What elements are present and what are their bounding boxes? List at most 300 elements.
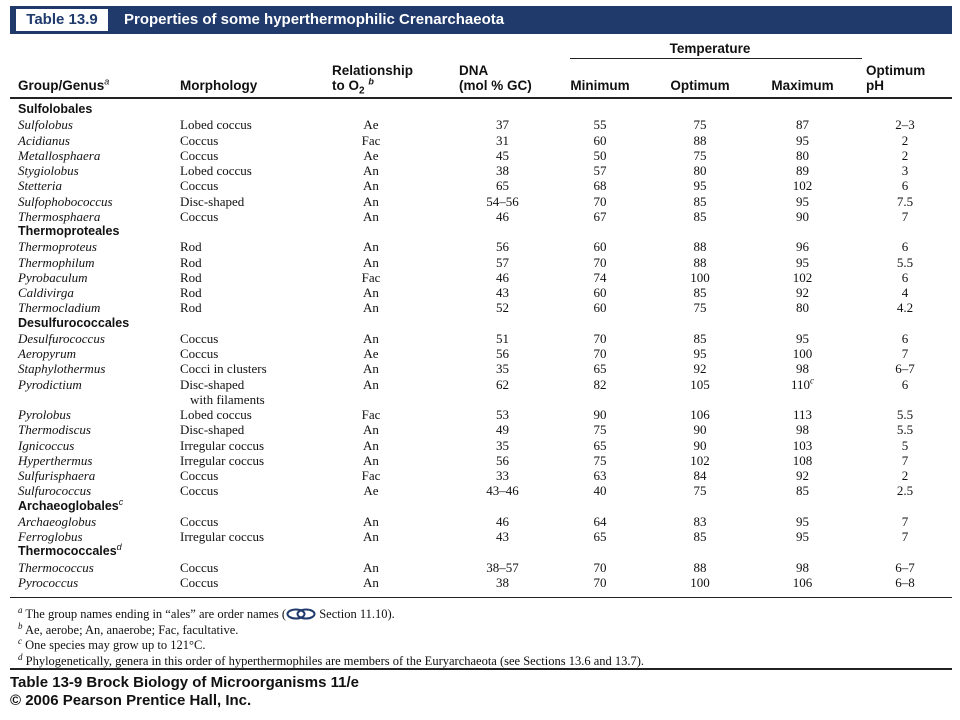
optimum-ph-cell: 2 [901,132,909,148]
temp-minimum-cell: 70 [593,193,607,209]
genus-cell: Sulfophobococcus [18,193,113,209]
temp-maximum-cell [755,483,850,498]
morphology-cell: Rod [180,254,202,270]
temp-optimum-cell: 80 [693,163,707,178]
header-maximum: Maximum [771,78,834,93]
credit-line-1: Table 13-9 Brock Biology of Microorganisms 11/e [10,674,359,691]
genus-cell: Archaeoglobus [18,513,97,529]
optimum-ph-cell: 6 [901,178,909,194]
header-dna: DNA (mol % GC) [459,63,532,93]
dna-gc-cell: 43 [496,529,509,544]
temp-minimum-cell: 74 [593,269,607,285]
o2-relationship-cell: An [363,422,379,438]
optimum-ph-cell: 6–7 [895,361,915,377]
temp-optimum-cell: 88 [693,559,707,575]
genus-cell: Stetteria [18,178,63,194]
genus-cell: Pyrolobus [18,407,71,422]
morphology-cell: Coccus [180,574,219,590]
table-row [0,575,960,590]
table-row [0,346,960,361]
header-rule [10,97,952,99]
dna-gc-cell: 37 [496,117,509,133]
temp-maximum-cell [755,239,850,254]
temp-maximum-value: 96 [796,239,809,255]
temp-maximum-cell [755,514,850,529]
genus-cell: Metallosphaera [18,147,101,163]
group-footnote-mark: c [118,496,124,507]
table-row [0,468,960,483]
temp-optimum-cell: 105 [690,376,710,392]
genus-cell: Thermococcus [18,559,94,575]
morphology-cell: Rod [180,285,202,300]
temp-maximum-cell [755,209,850,224]
optimum-ph-cell: 6 [901,376,909,392]
table-row [0,300,960,315]
dna-gc-cell: 43 [496,285,509,300]
morphology-cell: Coccus [180,483,219,499]
genus-cell: Pyrococcus [18,574,79,590]
temp-maximum-cell [755,377,850,392]
o2-relationship-cell: An [363,254,379,270]
footnote-text: Ae, aerobe; An, anaerobe; Fac, facultative. [24,622,239,637]
o2-relationship-cell: An [363,163,379,178]
temp-optimum-cell: 84 [693,468,707,483]
footnote-d [18,651,645,668]
table-row [0,407,960,422]
o2-relationship-cell: Ae [363,147,379,163]
table-title: Properties of some hyperthermophilic Crenarchaeota [124,11,505,28]
maximum-footnote-mark: c [810,375,815,386]
o2-relationship-cell: An [363,529,379,544]
o2-relationship-cell: Fac [361,269,381,285]
group-row [0,102,960,117]
table-number: Table 13.9 [16,9,108,31]
temp-minimum-cell: 60 [593,285,607,300]
temp-minimum-cell: 63 [593,468,607,483]
genus-cell: Thermodiscus [18,422,91,438]
dna-gc-cell: 35 [496,361,509,377]
table-row [0,453,960,468]
table-row [0,560,960,575]
table-row [0,514,960,529]
temp-optimum-cell: 88 [693,132,707,148]
temp-minimum-cell: 55 [593,117,607,133]
morphology-cell: Coccus [180,468,219,483]
optimum-ph-cell: 7.5 [896,193,914,209]
group-row [0,224,960,239]
morphology-cell: Irregular coccus [180,452,265,468]
o2-relationship-cell: Fac [361,468,381,483]
footnote-mark: b [18,620,23,631]
header-temperature: Temperature [669,41,751,56]
temp-minimum-cell: 65 [593,529,607,544]
optimum-ph-cell: 6 [901,239,909,255]
morphology-cell: Coccus [180,346,219,361]
dna-gc-cell: 46 [496,513,509,529]
morphology-cell: Rod [180,269,202,285]
temp-maximum-value: 95 [796,330,809,346]
o2-relationship-cell: Fac [361,407,381,422]
genus-cell: Desulfurococcus [18,330,105,346]
genus-cell: Pyrobaculum [18,269,88,285]
temp-maximum-value: 113 [792,407,813,422]
genus-cell: Sulfurococcus [18,483,92,499]
group-footnote-mark: d [116,542,122,553]
o2-relationship-cell: An [363,239,379,255]
dna-gc-cell: 56 [496,239,509,255]
optimum-ph-cell: 5.5 [896,254,914,270]
o2-relationship-cell: An [363,208,379,224]
temp-minimum-cell: 82 [593,376,607,392]
o2-relationship-cell: An [363,300,379,316]
morphology-cell: Irregular coccus [180,437,265,453]
optimum-ph-cell: 7 [901,208,909,224]
genus-cell: Staphylothermus [18,361,106,377]
table-row [0,422,960,437]
footnote-mark: a [18,604,23,615]
footnote-c [18,635,206,652]
table-row [0,163,960,178]
table-row [0,133,960,148]
temp-optimum-cell: 85 [693,193,707,209]
credit-rule [10,668,952,670]
o2-relationship-cell: An [363,452,379,468]
group-row [0,544,960,559]
genus-cell: Thermosphaera [18,208,101,224]
temp-maximum-cell [755,270,850,285]
temp-maximum-cell [755,163,850,178]
temp-maximum-value: 102 [792,269,813,285]
temp-minimum-cell: 60 [593,132,607,148]
group-name: Thermococcales$^d$ [18,542,122,559]
optimum-ph-cell: 2.5 [896,483,914,499]
temp-optimum-cell: 102 [690,452,710,468]
temp-maximum-value: 98 [796,422,809,438]
genus-cell: Hyperthermus [18,452,93,468]
table-row [0,239,960,254]
temp-optimum-cell: 85 [693,208,707,224]
temp-optimum-cell: 85 [693,285,707,300]
o2-relationship-cell: An [363,193,379,209]
temp-optimum-cell: 75 [693,483,707,499]
temp-maximum-value: 95 [796,254,809,270]
optimum-ph-cell: 5.5 [896,407,914,422]
morphology-cell: Coccus [180,132,219,148]
temp-maximum-value: 87 [796,117,809,133]
temp-optimum-cell: 90 [693,422,707,438]
temp-minimum-cell: 40 [593,483,607,499]
header-optimum-ph: Optimum pH [866,63,926,93]
temp-optimum-cell: 75 [693,147,707,163]
o2-relationship-cell: An [363,285,379,300]
group-name: Desulfurococcales [18,315,130,330]
temp-minimum-cell: 70 [593,559,607,575]
temp-maximum-value: 95 [796,529,809,544]
morphology-cell: Coccus [180,513,219,529]
optimum-ph-cell: 7 [901,529,909,544]
o2-relationship-cell: Ae [363,117,379,133]
dna-gc-cell: 35 [496,437,509,453]
table-row [0,255,960,270]
dna-gc-cell: 38 [496,574,509,590]
temp-maximum-cell [755,194,850,209]
temp-minimum-cell: 70 [593,254,607,270]
temp-minimum-cell: 67 [593,208,607,224]
dna-gc-cell: 45 [496,147,509,163]
morphology-cell: Rod [180,300,202,316]
temp-maximum-cell [755,560,850,575]
genus-cell: Ferroglobus [18,529,83,544]
o2-relationship-cell: An [363,574,379,590]
temp-maximum-value: 108 [792,452,813,468]
temp-maximum-cell [755,468,850,483]
table-row [0,178,960,193]
temp-minimum-cell: 60 [593,239,607,255]
o2-relationship-cell: An [363,437,379,453]
temp-maximum-cell [755,422,850,437]
o2-relationship-cell: Ae [363,346,379,361]
optimum-ph-cell: 5 [901,437,909,453]
genus-cell: Pyrodictium [18,376,82,392]
footnote-mark: d [18,651,23,662]
temp-minimum-cell: 57 [593,163,607,178]
header-relationship: Relationship to $O_2$ $^b$ [332,63,414,97]
o2-relationship-cell: An [363,559,379,575]
optimum-ph-cell: 2 [901,147,909,163]
dna-gc-cell: 46 [496,269,509,285]
temp-optimum-cell: 83 [693,513,707,529]
temp-optimum-cell: 100 [690,269,710,285]
optimum-ph-cell: 6–7 [895,559,915,575]
optimum-ph-cell: 7 [901,452,909,468]
optimum-ph-cell: 6–8 [895,574,915,590]
table-row [0,331,960,346]
temp-maximum-cell [755,575,850,590]
morphology-cell: Coccus [180,208,219,224]
temp-maximum-cell [755,117,850,132]
table-row [0,377,960,392]
table-row [0,361,960,376]
temp-maximum-cell [755,300,850,315]
optimum-ph-cell: 7 [901,346,909,361]
temp-maximum-cell [755,346,850,361]
temp-maximum-cell [755,133,850,148]
temp-minimum-cell: 65 [593,361,607,377]
temp-optimum-cell: 100 [690,574,710,590]
table-title-bar [10,6,952,34]
header-minimum: Minimum [570,78,630,93]
morphology-cell: Coccus [180,559,219,575]
temp-minimum-cell: 64 [593,513,607,529]
group-row [0,316,960,331]
temp-optimum-cell: 75 [693,117,707,133]
dna-gc-cell: 56 [496,452,509,468]
temp-maximum-value: 80 [796,300,809,316]
footnote-text: Phylogenetically, genera in this order of hyperthermophiles are members of the Euryarchaeota (see Sections 13.6 and 13.7). [25,653,645,668]
temp-minimum-cell: 75 [593,422,607,438]
group-name: Archaeoglobales$^c$ [18,496,124,513]
dna-gc-cell: 56 [496,346,509,361]
footnote-text-after: Section 11.10). [316,607,395,621]
temp-maximum-value: 89 [796,163,809,178]
temp-maximum-value: 92 [796,285,809,300]
dna-gc-cell: 38 [496,163,509,178]
dna-gc-cell: 38–57 [486,559,519,575]
temp-minimum-cell: 70 [593,346,607,361]
o2-relationship-cell: An [363,361,379,377]
footnote-b [18,620,239,637]
temp-maximum-value: 103 [792,437,813,453]
temp-minimum-cell: 70 [593,330,607,346]
optimum-ph-cell: 6 [901,269,909,285]
optimum-ph-cell: 6 [901,330,909,346]
dna-gc-cell: 46 [496,208,509,224]
morphology-cell: Disc-shaped [180,193,245,209]
morphology-cell: Lobed coccus [180,163,252,178]
genus-cell: Aeropyrum [18,346,77,361]
temp-maximum-value: 102 [792,178,813,194]
dna-gc-cell: 65 [496,178,509,194]
temp-maximum-cell [755,255,850,270]
temp-maximum-value: 80 [796,147,809,163]
header-group-genus: Group/Genus$^a$ [18,76,110,93]
optimum-ph-cell: 5.5 [896,422,914,438]
genus-cell: Thermocladium [18,300,101,316]
table-row [0,148,960,163]
temp-optimum-cell: 106 [690,407,710,422]
table-row [0,438,960,453]
temp-maximum-value: 100 [792,346,813,361]
dna-gc-cell: 52 [496,300,509,316]
dna-gc-cell: 54–56 [486,193,519,209]
optimum-ph-cell: 7 [901,513,909,529]
morphology-cell: Coccus [180,330,219,346]
optimum-ph-cell: 4 [901,285,909,300]
table-row [0,209,960,224]
temp-minimum-cell: 70 [593,574,607,590]
genus-cell: Acidianus [18,132,70,148]
temp-minimum-cell: 65 [593,437,607,453]
optimum-ph-cell: 3 [901,163,909,178]
optimum-ph-cell: 4.2 [896,300,914,316]
morphology-cell: Cocci in clusters [180,361,267,377]
temp-optimum-cell: 75 [693,300,707,316]
group-row [0,496,960,514]
temp-maximum-cell [755,178,850,193]
footnote-text: The group names ending in “ales” are order names ( [25,607,287,621]
group-name: Sulfolobales [18,102,93,116]
morphology-cell: Rod [180,239,202,255]
temp-maximum-value: 95 [796,513,809,529]
temp-maximum-value: 85 [796,483,809,499]
temp-maximum-value: 92 [796,468,809,483]
temp-maximum-cell [755,285,850,300]
temp-minimum-cell: 75 [593,452,607,468]
o2-relationship-cell: An [363,178,379,194]
credit-line-2: © 2006 Pearson Prentice Hall, Inc. [10,692,252,709]
table-row [0,483,960,498]
temp-maximum-value: 90 [796,208,809,224]
temp-maximum-value: 95 [796,132,809,148]
morphology-cell: Disc-shaped [180,376,245,392]
temp-maximum-cell [755,438,850,453]
temp-maximum-cell [755,361,850,376]
dna-gc-cell: 49 [496,422,509,438]
dna-gc-cell: 53 [496,407,509,422]
dna-gc-cell: 33 [496,468,509,483]
o2-relationship-cell: Fac [361,132,381,148]
footnote-a [18,604,395,623]
morphology-cell: Irregular coccus [180,529,265,544]
temp-optimum-cell: 88 [693,239,707,255]
dna-gc-cell: 62 [496,376,509,392]
genus-cell: Thermoproteus [18,239,97,255]
temp-minimum-cell: 68 [593,178,607,194]
optimum-ph-cell: 2 [901,468,909,483]
temp-minimum-cell: 60 [593,300,607,316]
temp-minimum-cell: 90 [593,407,607,422]
temp-maximum-cell [755,331,850,346]
table-row [0,270,960,285]
genus-cell: Sulfurisphaera [18,468,96,483]
temp-maximum-value: 110 [790,376,811,392]
temp-maximum-cell [755,453,850,468]
temp-optimum-cell: 88 [693,254,707,270]
genus-cell: Stygiolobus [18,163,79,178]
genus-cell: Ignicoccus [18,437,75,453]
temp-maximum-cell [755,148,850,163]
morphology-cell-continued: with filaments [190,391,265,407]
table-row [0,529,960,544]
temperature-rule [570,58,862,59]
genus-cell: Caldivirga [18,285,74,300]
temp-optimum-cell: 92 [693,361,707,377]
morphology-cell: Disc-shaped [180,422,245,438]
dna-gc-cell: 43–46 [486,483,519,499]
temp-optimum-cell: 95 [693,346,707,361]
table-bottom-rule [10,597,952,598]
group-name: Thermoproteales [18,224,120,238]
o2-relationship-cell: Ae [363,483,379,499]
temp-optimum-cell: 95 [693,178,707,194]
table-row [0,285,960,300]
genus-cell: Sulfolobus [18,117,73,133]
o2-relationship-cell: An [363,330,379,346]
o2-relationship-cell: An [363,513,379,529]
link-icon[interactable] [286,608,316,623]
temp-optimum-cell: 85 [693,529,707,544]
morphology-cell: Lobed coccus [180,407,252,422]
temp-maximum-cell [755,407,850,422]
dna-gc-cell: 51 [496,330,509,346]
dna-gc-cell: 57 [496,254,509,270]
table-row [0,194,960,209]
footnote-mark: c [18,635,22,646]
table-row-continuation [0,392,960,407]
temp-minimum-cell: 50 [593,147,607,163]
temp-maximum-value: 98 [796,559,809,575]
header-morphology: Morphology [180,78,258,93]
genus-cell: Thermophilum [18,254,95,270]
footnote-text: One species may grow up to 121°C. [25,638,206,652]
morphology-cell: Lobed coccus [180,117,252,133]
temp-optimum-cell: 90 [693,437,707,453]
optimum-ph-cell: 2–3 [895,117,915,133]
temp-optimum-cell: 85 [693,330,707,346]
temp-maximum-value: 106 [792,574,813,590]
temp-maximum-cell [755,529,850,544]
header-optimum: Optimum [670,78,730,93]
